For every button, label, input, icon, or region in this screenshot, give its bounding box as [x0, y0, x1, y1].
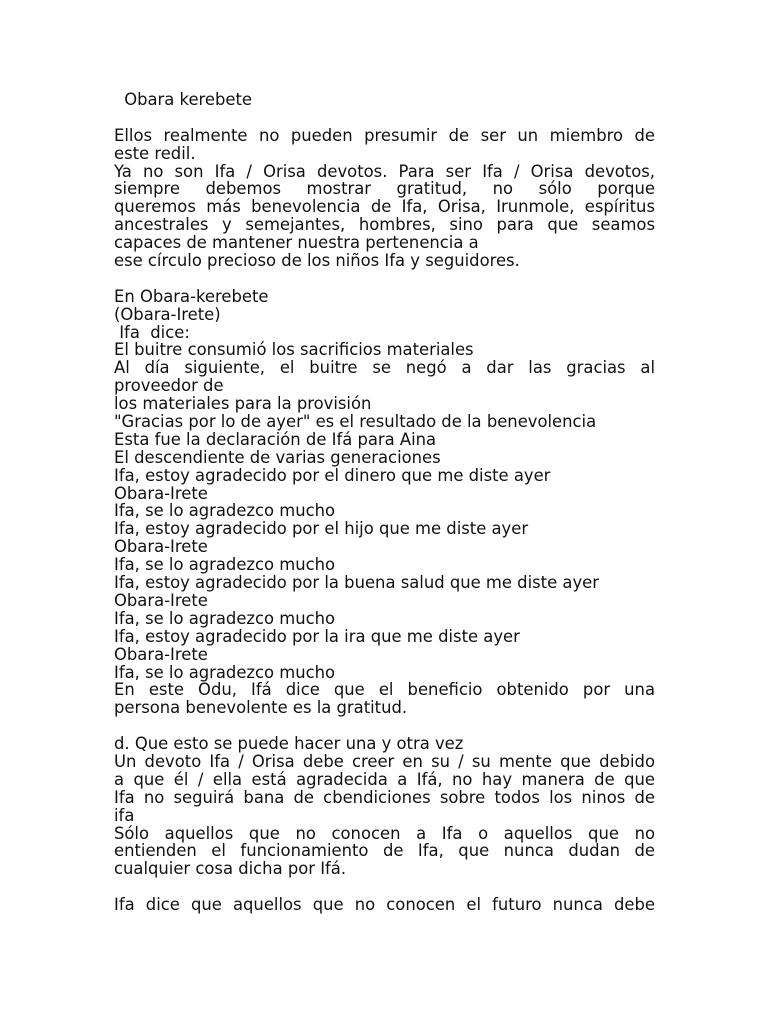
text-line: Ifa, se lo agradezco mucho — [114, 608, 336, 628]
text-line: Ifa, se lo agradezco mucho — [114, 662, 336, 682]
text-line: El descendiente de varias generaciones — [114, 447, 441, 467]
text-line: Un devoto Ifa / Orisa debe creer en su / su mente que debido — [114, 751, 655, 771]
text-line: persona benevolente es la gratitud. — [114, 698, 408, 718]
text-line: El buitre consumió los sacrificios materiales — [114, 340, 474, 360]
text-line: ese círculo precioso de los niños Ifa y seguidores. — [114, 251, 520, 271]
text-line: En Obara-kerebete — [114, 286, 269, 306]
text-line: Obara-Irete — [114, 644, 208, 664]
spacer — [114, 109, 655, 127]
text-line: Sólo aquellos que no conocen a Ifa o aquellos que no — [114, 823, 655, 843]
text-line: "Gracias por lo de ayer" es el resultado de la benevolencia — [114, 412, 597, 432]
paragraph-3 — [114, 735, 655, 878]
text-line: ifa — [114, 805, 135, 825]
text-line: d. Que esto se puede hacer una y otra vez — [114, 734, 464, 754]
text-line: Ifa, se lo agradezco mucho — [114, 501, 336, 521]
text-line: Ya no son Ifa / Orisa devotos. Para ser Ifa / Orisa devotos, — [114, 161, 655, 181]
text-line: Ifa dice: — [114, 322, 190, 342]
paragraph-1 — [114, 127, 655, 270]
text-line: Obara-Irete — [114, 537, 208, 557]
text-line: En este Odu, Ifá dice que el beneficio obtenido por una — [114, 680, 655, 700]
document-title: Obara kerebete — [119, 90, 253, 109]
text-line: ancestrales y semejantes, hombres, sino para que seamos — [114, 215, 655, 235]
spacer — [114, 878, 655, 896]
text-line: Ifa, estoy agradecido por el dinero que me diste ayer — [114, 465, 551, 485]
text-line: (Obara-Irete) — [114, 304, 221, 324]
text-line: Ellos realmente no pueden presumir de ser un miembro de — [114, 125, 655, 145]
text-line: siempre debemos mostrar gratitud, no sólo porque — [114, 179, 655, 199]
text-line: Ifa dice que aquellos que no conocen el futuro nunca debe — [114, 895, 655, 915]
text-line: Obara-Irete — [114, 483, 208, 503]
text-line: Ifa no seguirá bana de cbendiciones sobre todos los ninos de — [114, 787, 655, 807]
text-line: Ifa, estoy agradecido por la ira que me diste ayer — [114, 626, 520, 646]
text-line: los materiales para la provisión — [114, 394, 372, 414]
text-line: a que él / ella está agradecida a Ifá, no hay manera de que — [114, 769, 655, 789]
text-line: entienden el funcionamiento de Ifa, que nunca dudan de — [114, 841, 655, 861]
text-line: este redil. — [114, 143, 196, 163]
text-line: Esta fue la declaración de Ifá para Aina — [114, 429, 437, 449]
text-line: Ifa, estoy agradecido por la buena salud que me diste ayer — [114, 573, 599, 593]
paragraph-4 — [114, 896, 655, 914]
spacer — [114, 717, 655, 735]
text-line: Ifa, se lo agradezco mucho — [114, 555, 336, 575]
text-line: capaces de mantener nuestra pertenencia a — [114, 233, 479, 253]
text-line: cualquier cosa dicha por Ifá. — [114, 859, 347, 879]
text-line: Ifa, estoy agradecido por el hijo que me diste ayer — [114, 519, 529, 539]
paragraph-2 — [114, 288, 655, 717]
text-line: queremos más benevolencia de Ifa, Orisa, Irunmole, espíritus — [114, 197, 655, 217]
text-line: proveedor de — [114, 376, 224, 396]
document-page — [114, 91, 655, 914]
spacer — [114, 270, 655, 288]
text-line: Al día siguiente, el buitre se negó a dar las gracias al — [114, 358, 655, 378]
text-line: Obara-Irete — [114, 590, 208, 610]
